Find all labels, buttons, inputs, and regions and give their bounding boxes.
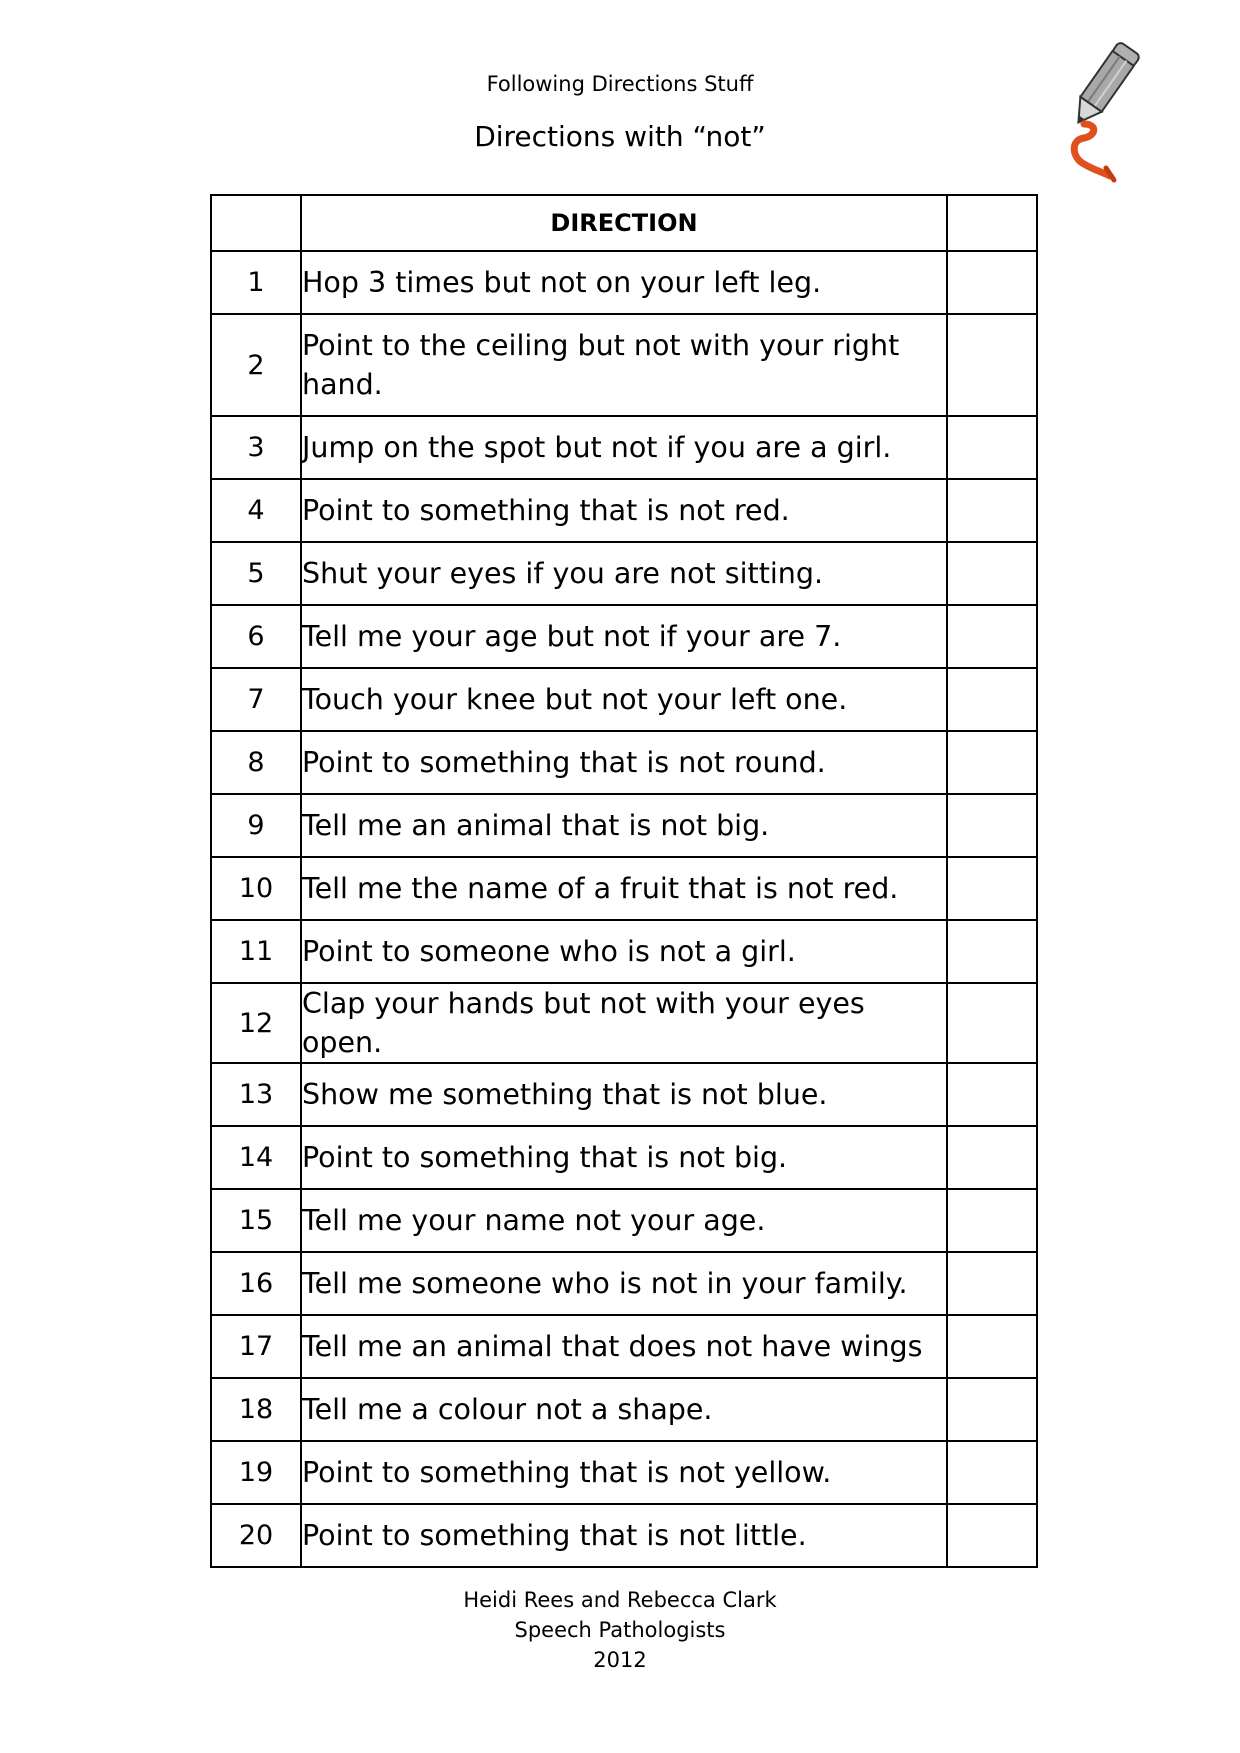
direction-number: 5 [211, 542, 301, 605]
direction-number: 2 [211, 314, 301, 416]
table-row [211, 1504, 1037, 1567]
direction-number: 14 [211, 1126, 301, 1189]
table-row [211, 479, 1037, 542]
check-cell[interactable] [947, 668, 1037, 731]
table-row [211, 731, 1037, 794]
direction-text: Tell me an animal that does not have wings [301, 1315, 947, 1378]
check-cell[interactable] [947, 542, 1037, 605]
direction-text: Tell me a colour not a shape. [301, 1378, 947, 1441]
check-cell[interactable] [947, 1441, 1037, 1504]
table-row [211, 983, 1037, 1063]
direction-number: 7 [211, 668, 301, 731]
footer-authors: Heidi Rees and Rebecca Clark [463, 1588, 777, 1612]
direction-text: Jump on the spot but not if you are a girl. [301, 416, 947, 479]
direction-number: 3 [211, 416, 301, 479]
direction-number: 18 [211, 1378, 301, 1441]
direction-text: Tell me your age but not if your are 7. [301, 605, 947, 668]
check-cell[interactable] [947, 1063, 1037, 1126]
direction-text: Point to the ceiling but not with your right hand. [301, 314, 947, 416]
direction-column-header: DIRECTION [301, 195, 947, 251]
table-row [211, 668, 1037, 731]
check-cell[interactable] [947, 857, 1037, 920]
direction-text: Hop 3 times but not on your left leg. [301, 251, 947, 314]
direction-number: 13 [211, 1063, 301, 1126]
table-row [211, 857, 1037, 920]
direction-number: 12 [211, 983, 301, 1063]
direction-number: 16 [211, 1252, 301, 1315]
direction-number: 4 [211, 479, 301, 542]
check-cell[interactable] [947, 983, 1037, 1063]
table-row [211, 1126, 1037, 1189]
footer-role: Speech Pathologists [514, 1618, 726, 1642]
direction-text: Tell me the name of a fruit that is not red. [301, 857, 947, 920]
table-row [211, 314, 1037, 416]
check-cell[interactable] [947, 1315, 1037, 1378]
table-row [211, 1441, 1037, 1504]
table-row [211, 1252, 1037, 1315]
check-cell[interactable] [947, 251, 1037, 314]
check-cell[interactable] [947, 1126, 1037, 1189]
table-row [211, 542, 1037, 605]
table-row [211, 920, 1037, 983]
directions-list [211, 251, 1037, 1567]
direction-number: 17 [211, 1315, 301, 1378]
direction-text: Point to something that is not big. [301, 1126, 947, 1189]
direction-number: 11 [211, 920, 301, 983]
table-row [211, 794, 1037, 857]
direction-text: Point to something that is not red. [301, 479, 947, 542]
check-cell[interactable] [947, 479, 1037, 542]
check-cell[interactable] [947, 920, 1037, 983]
check-cell[interactable] [947, 794, 1037, 857]
direction-text: Point to something that is not yellow. [301, 1441, 947, 1504]
direction-number: 20 [211, 1504, 301, 1567]
check-cell[interactable] [947, 731, 1037, 794]
check-cell[interactable] [947, 416, 1037, 479]
check-column-header [947, 195, 1037, 251]
direction-text: Point to something that is not little. [301, 1504, 947, 1567]
direction-number: 8 [211, 731, 301, 794]
footer-year: 2012 [593, 1648, 647, 1672]
direction-number: 10 [211, 857, 301, 920]
table-row [211, 416, 1037, 479]
direction-text: Shut your eyes if you are not sitting. [301, 542, 947, 605]
direction-number: 6 [211, 605, 301, 668]
direction-text: Clap your hands but not with your eyes open. [301, 983, 947, 1063]
direction-text: Tell me someone who is not in your family. [301, 1252, 947, 1315]
number-column-header [211, 195, 301, 251]
table-row [211, 251, 1037, 314]
document-supertitle: Following Directions Stuff [486, 72, 754, 96]
table-header-row [211, 195, 1037, 251]
pencil-icon [1062, 40, 1152, 190]
check-cell[interactable] [947, 1252, 1037, 1315]
check-cell[interactable] [947, 314, 1037, 416]
footer [0, 1585, 1240, 1675]
table-row [211, 605, 1037, 668]
table-row [211, 1189, 1037, 1252]
direction-text: Tell me your name not your age. [301, 1189, 947, 1252]
direction-text: Tell me an animal that is not big. [301, 794, 947, 857]
direction-number: 1 [211, 251, 301, 314]
check-cell[interactable] [947, 605, 1037, 668]
direction-text: Point to something that is not round. [301, 731, 947, 794]
page-title: Directions with “not” [474, 120, 766, 153]
check-cell[interactable] [947, 1189, 1037, 1252]
table-row [211, 1315, 1037, 1378]
check-cell[interactable] [947, 1378, 1037, 1441]
directions-table [210, 194, 1038, 1568]
direction-number: 15 [211, 1189, 301, 1252]
table-row [211, 1378, 1037, 1441]
check-cell[interactable] [947, 1504, 1037, 1567]
direction-text: Point to someone who is not a girl. [301, 920, 947, 983]
direction-text: Touch your knee but not your left one. [301, 668, 947, 731]
direction-number: 9 [211, 794, 301, 857]
direction-text: Show me something that is not blue. [301, 1063, 947, 1126]
direction-number: 19 [211, 1441, 301, 1504]
table-row [211, 1063, 1037, 1126]
